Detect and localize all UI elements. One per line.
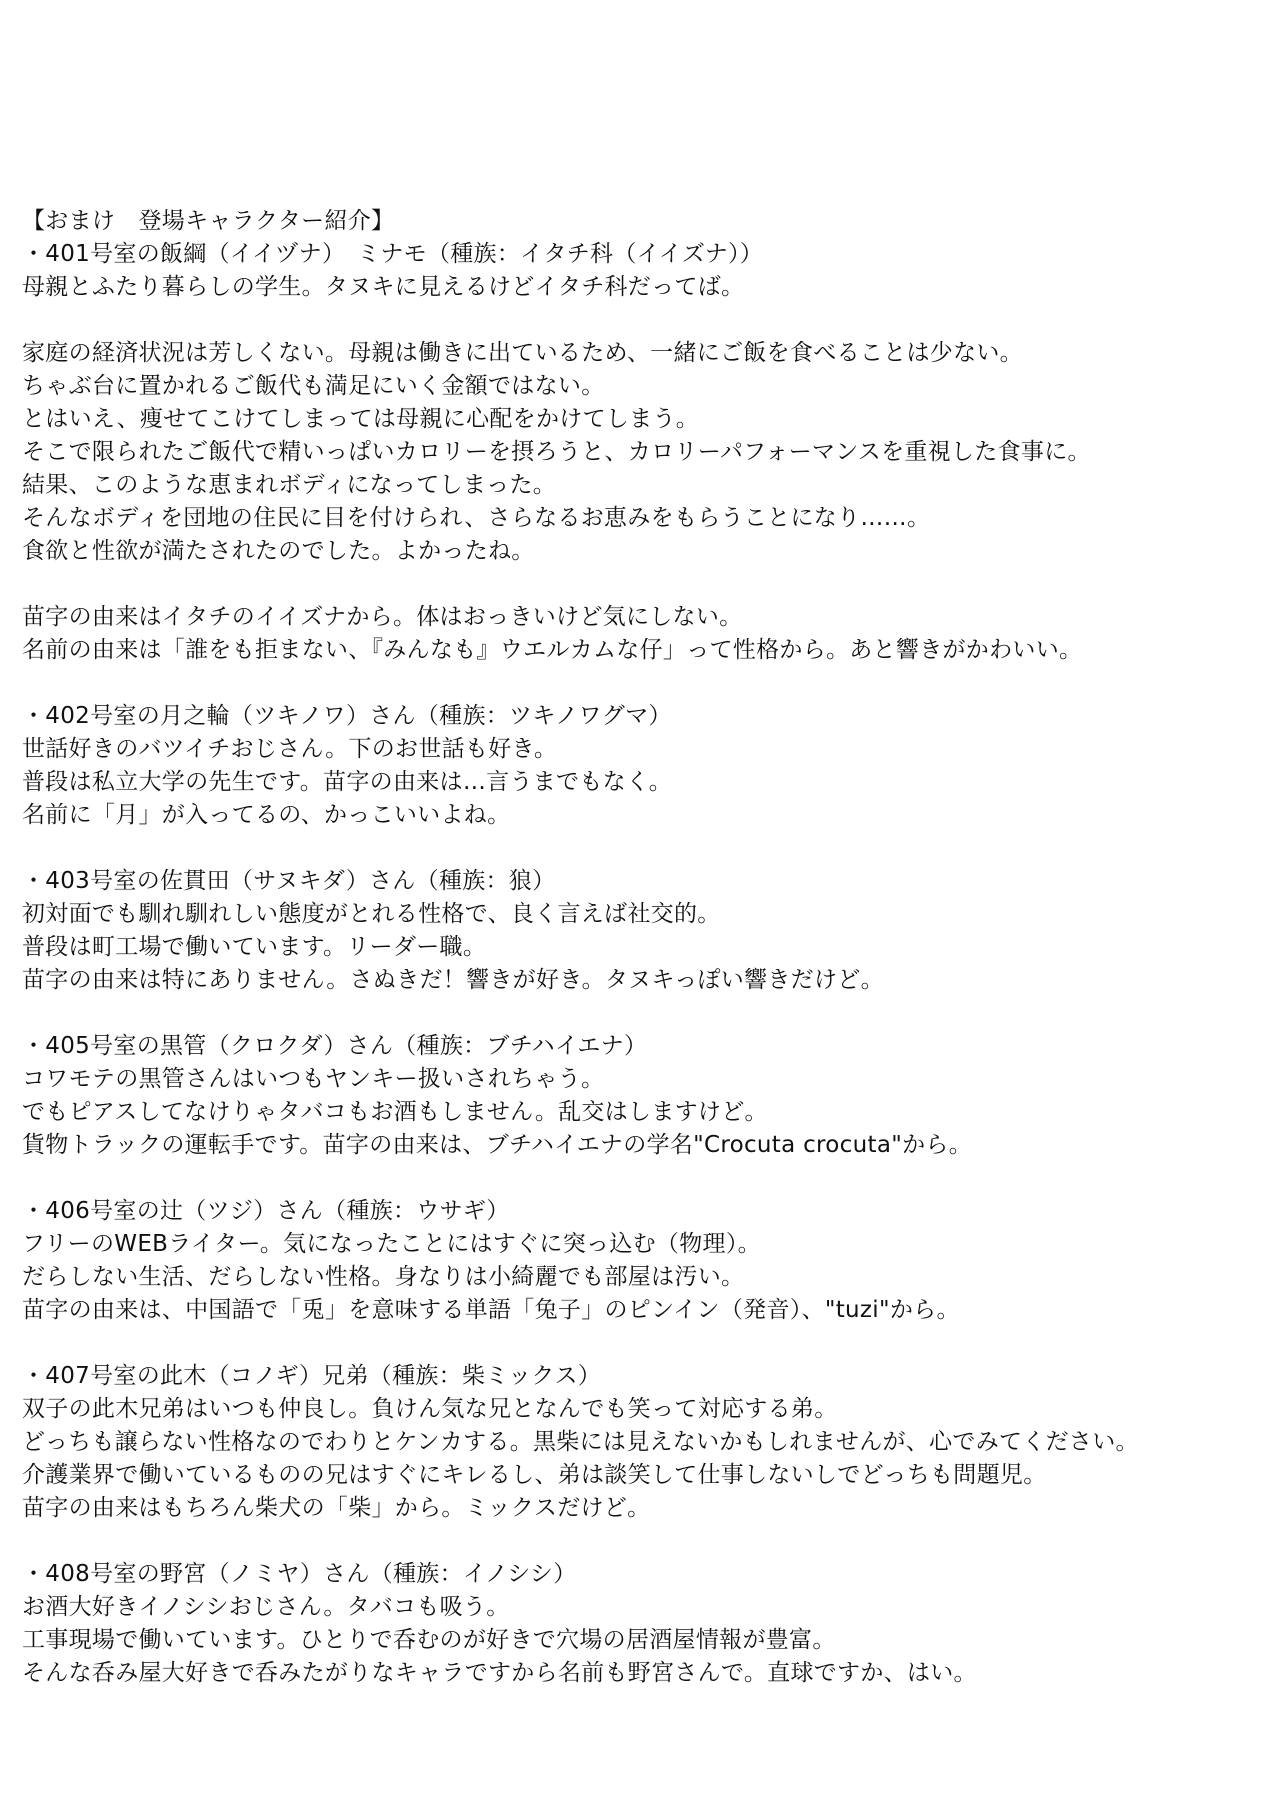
text-line: ちゃぶ台に置かれるご飯代も満足にいく金額ではない。 — [22, 373, 605, 399]
text-line: でもピアスしてなけりゃタバコもお酒もしません。乱交はしますけど。 — [22, 1099, 768, 1125]
section-gap — [22, 1525, 1272, 1558]
document-title: 【おまけ 登場キャラクター紹介】 — [22, 208, 395, 234]
text-line: 苗字の由来はもちろん柴犬の「柴」から。ミックスだけど。 — [22, 1495, 651, 1521]
text-line: 貨物トラックの運転手です。苗字の由来は、ブチハイエナの学名"Crocuta crocuta"から。 — [22, 1132, 972, 1158]
section-gap — [22, 1162, 1272, 1195]
text-line: 母親とふたり暮らしの学生。タヌキに見えるけどイタチ科だってば。 — [22, 274, 745, 300]
section-gap — [22, 1327, 1272, 1360]
text-line: フリーのWEBライター。気になったことにはすぐに突っ込む（物理）。 — [22, 1231, 761, 1257]
character-section — [22, 1030, 1272, 1162]
text-line: そこで限られたご飯代で精いっぱいカロリーを摂ろうと、カロリーパフォーマンスを重視した食事に。 — [22, 439, 1091, 465]
text-line: 初対面でも馴れ馴れしい態度がとれる性格で、良く言えば社交的。 — [22, 901, 721, 927]
text-line: 普段は私立大学の先生です。苗字の由来は…言うまでもなく。 — [22, 769, 673, 795]
section-gap — [22, 832, 1272, 865]
text-line: そんなボディを団地の住民に目を付けられ、さらなるお恵みをもらうことになり……。 — [22, 505, 931, 531]
section-gap — [22, 997, 1272, 1030]
text-line: 世話好きのバツイチおじさん。下のお世話も好き。 — [22, 736, 558, 762]
text-line: お酒大好きイノシシおじさん。タバコも吸う。 — [22, 1594, 510, 1620]
text-line: 工事現場で働いています。ひとりで呑むのが好きで穴場の居酒屋情報が豊富。 — [22, 1627, 836, 1653]
text-line: 結果、このような恵まれボディになってしまった。 — [22, 472, 557, 498]
document-page — [22, 205, 1272, 1690]
text-line: 苗字の由来は、中国語で「兎」を意味する単語「兔子」のピンイン（発音）、"tuzi"から。 — [22, 1297, 960, 1323]
text-line: そんな呑み屋大好きで呑みたがりなキャラですから名前も野宮さんで。直球ですか、はい。 — [22, 1660, 977, 1686]
character-heading: ・406号室の辻（ツジ）さん（種族：ウサギ） — [22, 1198, 510, 1224]
character-section — [22, 865, 1272, 997]
text-line: 苗字の由来はイタチのイイズナから。体はおっきいけど気にしない。 — [22, 604, 743, 630]
text-line: どっちも譲らない性格なのでわりとケンカする。黒柴には見えないかもしれませんが、心でみてください。 — [22, 1429, 1139, 1455]
character-heading: ・405号室の黒管（クロクダ）さん（種族：ブチハイエナ） — [22, 1033, 648, 1059]
section-gap — [22, 667, 1272, 700]
text-line: 名前に「月」が入ってるの、かっこいいよね。 — [22, 802, 511, 828]
text-line: 名前の由来は「誰をも拒まない、『みんなも』ウエルカムな仔」って性格から。あと響きがかわいい。 — [22, 637, 1083, 663]
character-section — [22, 700, 1272, 832]
text-line: 普段は町工場で働いています。リーダー職。 — [22, 934, 487, 960]
text-line: コワモテの黒管さんはいつもヤンキー扱いされちゃう。 — [22, 1066, 605, 1092]
character-section — [22, 238, 1272, 667]
text-line: 双子の此木兄弟はいつも仲良し。負けん気な兄となんでも笑って対応する弟。 — [22, 1396, 838, 1422]
text-line: 苗字の由来は特にありません。さぬきだ！響きが好き。タヌキっぽい響きだけど。 — [22, 967, 884, 993]
character-section — [22, 1360, 1272, 1525]
character-heading: ・402号室の月之輪（ツキノワ）さん（種族：ツキノワグマ） — [22, 703, 672, 729]
blank-line — [22, 304, 1272, 337]
text-line: だらしない生活、だらしない性格。身なりは小綺麗でも部屋は汚い。 — [22, 1264, 745, 1290]
text-line: とはいえ、痩せてこけてしまっては母親に心配をかけてしまう。 — [22, 406, 700, 432]
blank-line — [22, 568, 1272, 601]
character-section — [22, 1558, 1272, 1690]
character-section — [22, 1195, 1272, 1327]
character-heading: ・408号室の野宮（ノミヤ）さん（種族：イノシシ） — [22, 1561, 577, 1587]
text-line: 食欲と性欲が満たされたのでした。よかったね。 — [22, 538, 535, 564]
text-line: 家庭の経済状況は芳しくない。母親は働きに出ているため、一緒にご飯を食べることは少ない。 — [22, 340, 1023, 366]
character-heading: ・407号室の此木（コノギ）兄弟（種族：柴ミックス） — [22, 1363, 602, 1389]
character-sections — [22, 238, 1272, 1690]
text-line: 介護業界で働いているものの兄はすぐにキレるし、弟は談笑して仕事しないしでどっちも問題児。 — [22, 1462, 1047, 1488]
character-heading: ・403号室の佐貫田（サヌキダ）さん（種族：狼） — [22, 868, 556, 894]
character-heading: ・401号室の飯綱（イイヅナ） ミナモ（種族：イタチ科（イイズナ）） — [22, 241, 764, 267]
